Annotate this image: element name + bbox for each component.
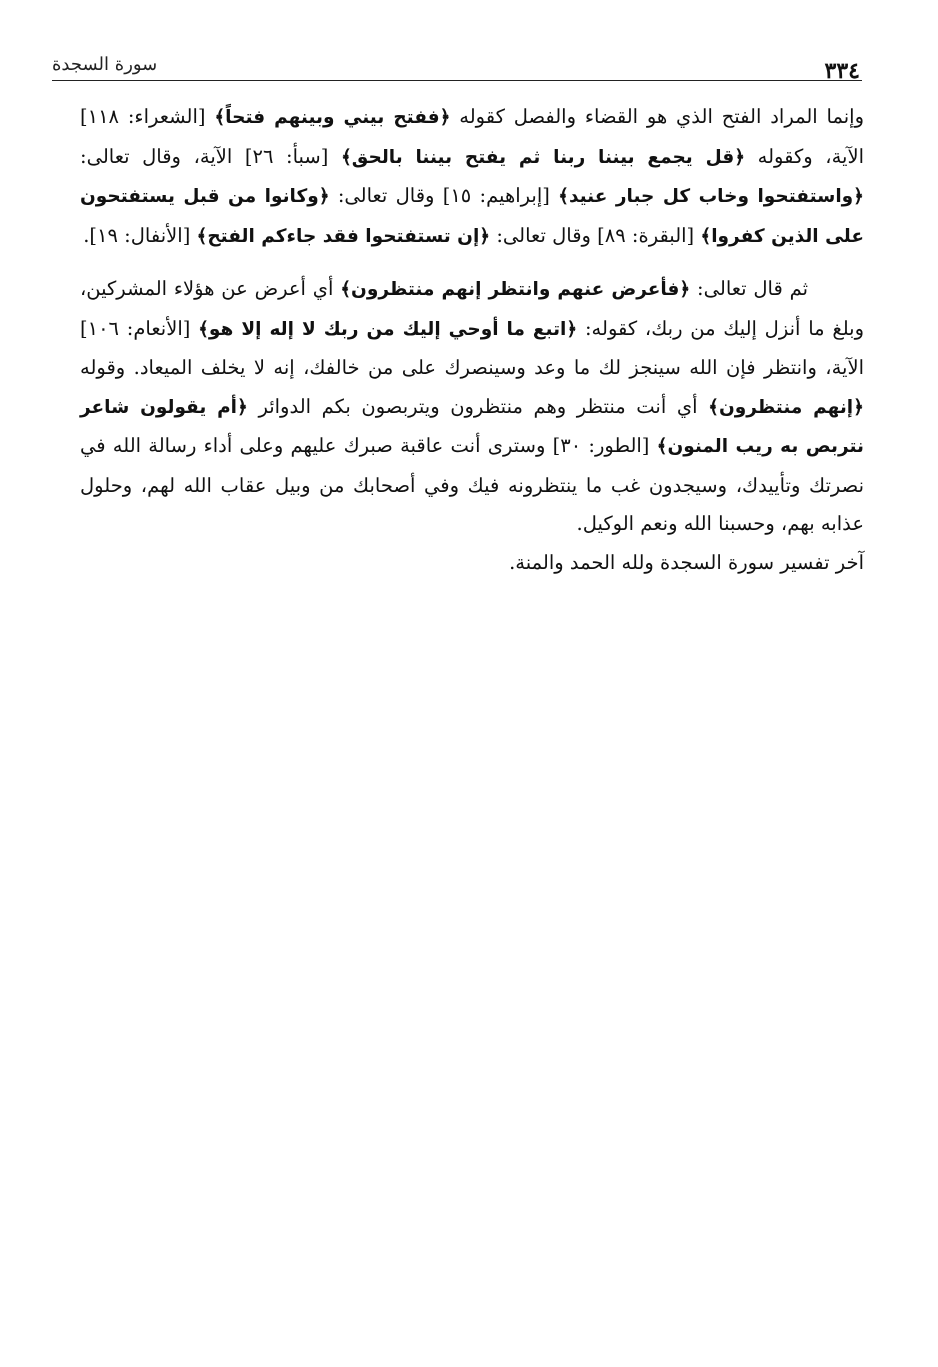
commentary-text: [إبراهيم: ١٥] وقال تعالى: (329, 184, 559, 207)
commentary-text: وإنما المراد الفتح الذي هو القضاء والفصل كقوله (450, 105, 864, 128)
page-header (52, 52, 862, 92)
commentary-text: أي أنت منتظر وهم منتظرون ويتربصون بكم الدوائر (247, 394, 709, 418)
quran-verse-quote: ﴿فأعرض عنهم وانتظر إنهم منتظرون﴾ (340, 279, 691, 300)
commentary-text: آخر تفسير سورة السجدة ولله الحمد والمنة. (509, 550, 864, 574)
commentary-text: [الأنعام: ١٠٦] الآية، وانتظر فإن الله سينجز لك ما وعد وسينصرك على من خالفك، إنه لا يخلف الميعاد. وقوله (80, 316, 864, 379)
commentary-text: ثم قال تعالى: (690, 277, 808, 300)
quran-verse-quote: ﴿إنهم منتظرون﴾ (708, 396, 864, 418)
header-divider (52, 80, 862, 81)
commentary-text: [الطور: ٣٠] وسترى أنت عاقبة صبرك عليهم وعلى أداء رسالة الله في نصرتك وتأييدك، وسيجدون غب ما ينتظرونه فيك وفي أصحابك من وبيل عقاب الله لهم، وحلول عذابه بهم، وحسبنا الله ونعم الوكيل. (80, 434, 864, 535)
quran-verse-quote: ﴿أم يقولون شاعر نتربص به ريب المنون﴾ (80, 396, 864, 457)
commentary-text: [سبأ: ٢٦] الآية، وقال تعالى: (80, 144, 341, 168)
quran-verse-quote: ﴿قل يجمع بيننا ربنا ثم يفتح بيننا بالحق﴾ (340, 146, 746, 168)
paragraph (80, 270, 864, 544)
commentary-text: [الشعراء: ١١٨] الآية، وكقوله (80, 105, 864, 168)
quran-verse-quote: ﴿ففتح بيني وبينهم فتحاً﴾ (214, 107, 451, 128)
paragraph (80, 544, 864, 583)
commentary-text: [البقرة: ٨٩] وقال تعالى: (490, 223, 701, 247)
running-head-surah-name: سورة السجدة (52, 54, 158, 75)
quran-verse-quote: ﴿اتبع ما أوحي إليك من ربك لا إله إلا هو﴾ (198, 318, 578, 340)
quran-verse-quote: ﴿واستفتحوا وخاب كل جبار عنيد﴾ (558, 186, 865, 207)
commentary-text: أي أعرض عن هؤلاء المشركين، وبلغ ما أنزل إليك من ربك، كقوله: (80, 277, 865, 340)
page-number: ٣٣٤ (824, 58, 860, 84)
tafsir-body-text (80, 98, 864, 582)
commentary-text: [الأنفال: ١٩]. (83, 223, 197, 247)
quran-verse-quote: ﴿وكانوا من قبل يستفتحون على الذين كفروا﴾ (80, 186, 864, 247)
paragraph (80, 98, 864, 256)
quran-verse-quote: ﴿إن تستفتحوا فقد جاءكم الفتح﴾ (196, 225, 491, 247)
